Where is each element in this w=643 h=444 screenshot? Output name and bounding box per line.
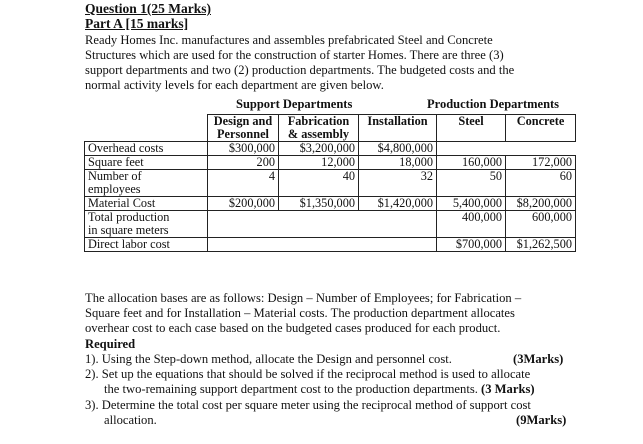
cell-fabrication: 40: [279, 170, 359, 197]
cell-installation: $1,420,000: [359, 197, 437, 211]
cell-concrete: 172,000: [506, 156, 576, 170]
cell-design: $300,000: [208, 142, 279, 156]
cell-fabrication: 12,000: [279, 156, 359, 170]
cell-installation: 32: [359, 170, 437, 197]
intro-line-4: normal activity levels for each department are given below.: [85, 78, 384, 92]
cell-steel: 160,000: [437, 156, 506, 170]
cell-fabrication: $3,200,000: [279, 142, 359, 156]
allocation-line-1: The allocation bases are as follows: Design – Number of Employees; for Fabrication –: [85, 291, 522, 305]
table-row-labor: [85, 238, 576, 252]
header-fabrication: Fabrication & assembly: [279, 115, 359, 142]
cell-fabrication: $1,350,000: [279, 197, 359, 211]
support-departments-header: Support Departments: [236, 97, 353, 111]
row-label: Number of employees: [85, 170, 208, 197]
cell-steel: 400,000: [437, 211, 506, 238]
cell-steel: $700,000: [437, 238, 506, 252]
row-label: Total production in square meters: [85, 211, 208, 238]
requirement-2: 2). Set up the equations that should be solved if the reciprocal method is used to allocate: [85, 367, 531, 381]
table-header-row: [85, 115, 576, 142]
allocation-line-2: Square feet and for Installation – Material costs. The production department allocates: [85, 306, 515, 320]
cell-design: 4: [208, 170, 279, 197]
allocation-line-3: overhear cost to each case based on the budgeted cases produced for each product.: [85, 321, 501, 335]
cell-steel: 5,400,000: [437, 197, 506, 211]
requirement-1-marks: (3Marks): [513, 352, 564, 366]
part-title: Part A [15 marks]: [85, 16, 189, 31]
row-label: Direct labor cost: [85, 238, 208, 252]
cell-installation: 18,000: [359, 156, 437, 170]
table-row-employees: [85, 170, 576, 197]
cell-steel: 50: [437, 170, 506, 197]
header-installation: Installation: [359, 115, 437, 142]
intro-line-3: support departments and two (2) production departments. The budgeted costs and the: [85, 63, 515, 77]
requirement-3-line-2: allocation.: [104, 413, 157, 427]
cell-concrete: $1,262,500: [506, 238, 576, 252]
table-row-material: [85, 197, 576, 211]
cell-steel: [437, 142, 506, 156]
required-heading: Required: [85, 337, 136, 351]
row-label: Overhead costs: [85, 142, 208, 156]
requirement-1: 1). Using the Step-down method, allocate the Design and personnel cost.: [85, 352, 452, 366]
header-concrete: Concrete: [506, 115, 576, 142]
intro-line-2: Structures which are used for the construction of starter Homes. There are three (3): [85, 48, 504, 62]
production-departments-header: Production Departments: [427, 97, 560, 111]
intro-line-1: Ready Homes Inc. manufactures and assembles prefabricated Steel and Concrete: [85, 33, 493, 47]
row-label: Material Cost: [85, 197, 208, 211]
cell-concrete: [506, 142, 576, 156]
table-row-sqft: [85, 156, 576, 170]
header-steel: Steel: [437, 115, 506, 142]
requirement-3: 3). Determine the total cost per square meter using the reciprocal method of support cost: [85, 398, 531, 412]
question-title: Question 1(25 Marks): [85, 1, 211, 16]
header-design: Design and Personnel: [208, 115, 279, 142]
cell-concrete: 60: [506, 170, 576, 197]
cell-design: 200: [208, 156, 279, 170]
cell-design: $200,000: [208, 197, 279, 211]
cell-installation: $4,800,000: [359, 142, 437, 156]
cell-concrete: 600,000: [506, 211, 576, 238]
requirement-3-marks: (9Marks): [516, 413, 567, 427]
cell-concrete: $8,200,000: [506, 197, 576, 211]
table-row-overhead: [85, 142, 576, 156]
department-data-table: [84, 114, 576, 252]
table-row-production: [85, 211, 576, 238]
row-label: Square feet: [85, 156, 208, 170]
requirement-2-line-2: the two-remaining support department cost to the production departments. (3 Marks): [104, 382, 535, 396]
